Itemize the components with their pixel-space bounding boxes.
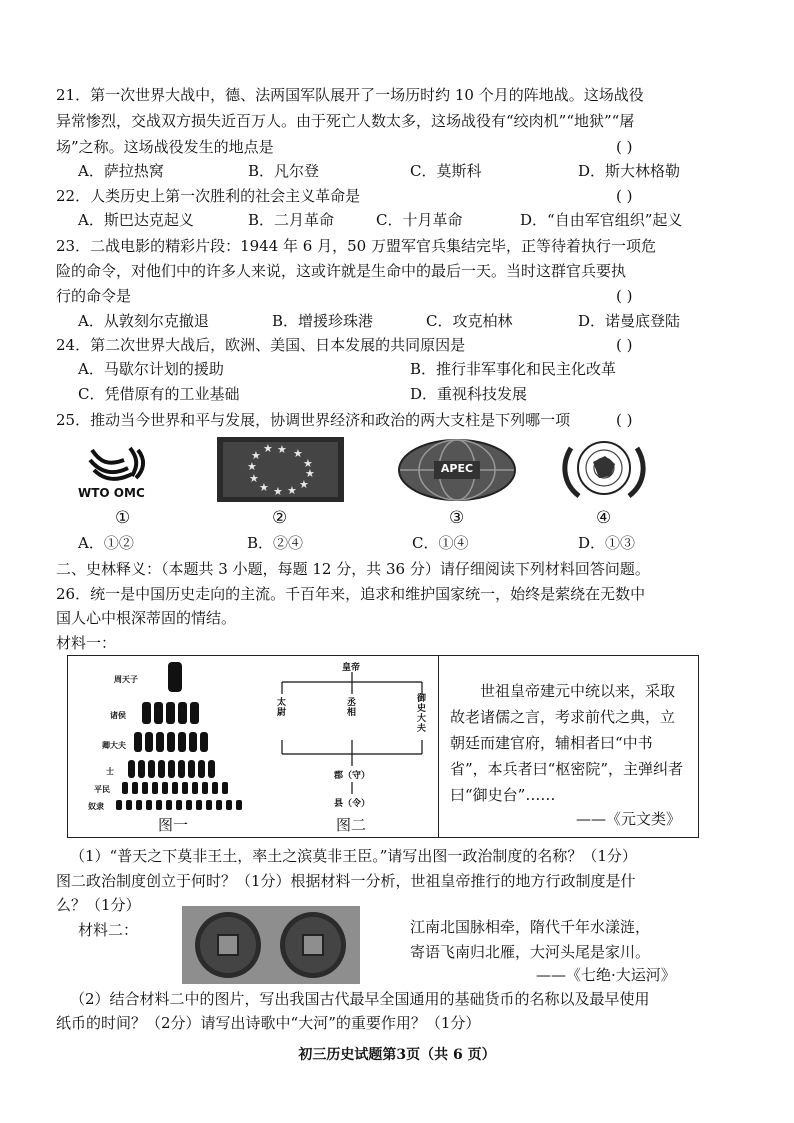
org-chart-lines bbox=[268, 658, 436, 816]
eu-stars-icon bbox=[217, 437, 344, 502]
svg-text:★: ★ bbox=[251, 449, 261, 462]
q24-option-b: B．推行非军事化和民主化改革 bbox=[410, 360, 617, 378]
q25-option-b: B．②④ bbox=[247, 534, 304, 552]
eu-flag bbox=[217, 437, 344, 502]
section2-desc: （本题共 3 小题，每题 12 分，共 36 分）请仔细阅读下列材料回答问题。 bbox=[161, 560, 650, 578]
poem-line1: 江南北国脉相牵，隋代千年水漾涟， bbox=[410, 918, 651, 936]
svg-text:★: ★ bbox=[299, 478, 309, 491]
q21-line3: 场”之称。这场战役发生的地点是 bbox=[56, 138, 274, 156]
q25-answer-paren: ( ) bbox=[616, 411, 633, 429]
section2-heading bbox=[56, 558, 650, 580]
pyramid-label-shi: 士 bbox=[106, 767, 114, 776]
org-label-xian: 县（令） bbox=[334, 799, 371, 809]
q26-sub2-line2: 纸币的时间？（2分）请写出诗歌中“大河”的重要作用？（1分） bbox=[56, 1014, 481, 1032]
org-label-censor: 御史大夫 bbox=[417, 694, 427, 734]
un-logo bbox=[553, 434, 656, 504]
q23-option-a: A．从敦刻尔克撤退 bbox=[78, 312, 209, 330]
q26-line1: 26．统一是中国历史走向的主流。千百年来，追求和维护国家统一，始终是萦绕在无数中 bbox=[56, 585, 646, 603]
apec-logo bbox=[396, 437, 518, 503]
q26-line2: 国人心中根深蒂固的情结。 bbox=[56, 609, 237, 627]
qin-system-chart bbox=[268, 658, 436, 816]
q22-option-d: D．“自由军官组织”起义 bbox=[520, 211, 683, 229]
q26-sub2-line1: （2）结合材料二中的图片，写出我国古代最早全国通用的基础货币的名称以及最早使用 bbox=[70, 990, 650, 1008]
poem-source: ——《七绝·大运河》 bbox=[536, 966, 676, 984]
q25-option-c: C．①④ bbox=[412, 534, 469, 552]
quote-line-5: 曰“御史台”…… bbox=[450, 786, 556, 804]
q25-label-3: ③ bbox=[449, 508, 465, 528]
apec-logo-text: APEC bbox=[440, 462, 474, 475]
q21-answer-paren: ( ) bbox=[616, 138, 633, 156]
material1-divider bbox=[438, 656, 439, 837]
pyramid-label-lords: 诸侯 bbox=[110, 711, 126, 720]
wto-logo bbox=[78, 438, 168, 504]
pyramid-label-ministers: 卿大夫 bbox=[102, 741, 126, 750]
q24-line1: 24．第二次世界大战后，欧洲、美国、日本发展的共同原因是 bbox=[56, 336, 466, 354]
q21-option-c: C．莫斯科 bbox=[410, 162, 482, 180]
org-label-taiwei: 太尉 bbox=[277, 698, 287, 718]
q25-option-d: D．①③ bbox=[578, 534, 636, 552]
q23-answer-paren: ( ) bbox=[616, 287, 633, 305]
svg-text:★: ★ bbox=[305, 467, 315, 480]
wto-logo-text: WTO OMC bbox=[78, 486, 145, 500]
q21-option-d: D．斯大林格勒 bbox=[578, 162, 681, 180]
q26-sub1-line3: 么？（1分） bbox=[56, 896, 141, 914]
org-label-emperor: 皇帝 bbox=[342, 663, 361, 673]
q22-option-a: A．斯巴达克起义 bbox=[78, 211, 194, 229]
q23-option-b: B．增援珍珠港 bbox=[272, 312, 374, 330]
svg-text:★: ★ bbox=[303, 457, 313, 470]
q23-option-c: C．攻克柏林 bbox=[426, 312, 513, 330]
q24-option-d: D．重视科技发展 bbox=[410, 385, 528, 403]
svg-text:★: ★ bbox=[287, 484, 297, 497]
q21-option-a: A．萨拉热窝 bbox=[78, 162, 164, 180]
pyramid-label-commoners: 平民 bbox=[94, 785, 110, 794]
q26-material2-label: 材料二： bbox=[78, 921, 139, 939]
feudal-pyramid-figure bbox=[72, 658, 262, 816]
q26-sub1-line1: （1）“普天之下莫非王土，率土之滨莫非王臣。”请写出图一政治制度的名称？（1分） bbox=[70, 847, 637, 865]
q25-label-2: ② bbox=[272, 508, 288, 528]
q23-option-d: D．诺曼底登陆 bbox=[578, 312, 681, 330]
org-label-chancellor: 丞相 bbox=[347, 698, 357, 718]
quote-line-2: 故老诸儒之言，考求前代之典，立 bbox=[450, 708, 676, 726]
svg-text:★: ★ bbox=[249, 472, 259, 485]
figure2-caption: 图二 bbox=[336, 816, 367, 834]
figure1-caption: 图一 bbox=[158, 816, 189, 834]
q22-option-b: B．二月革命 bbox=[248, 211, 335, 229]
q25-label-4: ④ bbox=[596, 508, 612, 528]
svg-text:★: ★ bbox=[293, 447, 303, 460]
q21-option-b: B．凡尔登 bbox=[248, 162, 320, 180]
q23-line2: 险的命令，对他们中的许多人来说，这或许就是生命中的最后一天。当时这群官兵要执 bbox=[56, 262, 627, 280]
material1-box bbox=[67, 655, 699, 838]
poem-line2: 寄语飞南归北雁，大河头尾是家川。 bbox=[410, 943, 651, 961]
quote-line-4: 省”，本兵者曰“枢密院”，主弹纠者 bbox=[450, 760, 684, 778]
q25-option-a: A．①② bbox=[78, 534, 134, 552]
quote-line-1: 世祖皇帝建元中统以来，采取 bbox=[480, 682, 676, 700]
org-label-jun: 郡（守） bbox=[334, 771, 371, 781]
q22-option-c: C．十月革命 bbox=[376, 211, 463, 229]
q24-option-a: A．马歇尔计划的援助 bbox=[78, 360, 224, 378]
q22-answer-paren: ( ) bbox=[616, 187, 633, 205]
pyramid-label-king: 周天子 bbox=[114, 675, 138, 684]
q22-line1: 22．人类历史上第一次胜利的社会主义革命是 bbox=[56, 187, 361, 205]
svg-text:★: ★ bbox=[277, 443, 287, 456]
q25-line1: 25．推动当今世界和平与发展，协调世界经济和政治的两大支柱是下列哪一项 bbox=[56, 411, 571, 429]
q26-sub1-line2: 图二政治制度创立于何时？（1分）根据材料一分析，世祖皇帝推行的地方行政制度是什 bbox=[56, 872, 636, 890]
svg-text:★: ★ bbox=[273, 485, 283, 498]
coins-image bbox=[182, 906, 360, 984]
svg-text:★: ★ bbox=[247, 460, 257, 473]
q24-answer-paren: ( ) bbox=[616, 336, 633, 354]
q26-material1-label: 材料一： bbox=[56, 634, 117, 652]
quote-line-3: 朝廷而建官府，辅相者曰“中书 bbox=[450, 734, 653, 752]
un-emblem-icon bbox=[553, 434, 656, 504]
q21-line2: 异常惨烈，交战双方损失近百万人。由于死亡人数太多，这场战役有“绞肉机”“地狱”“屠 bbox=[56, 112, 635, 130]
q24-option-c: C．凭借原有的工业基础 bbox=[78, 385, 240, 403]
q23-line3: 行的命令是 bbox=[56, 287, 132, 305]
q25-label-1: ① bbox=[115, 508, 131, 528]
quote-source: ——《元文类》 bbox=[576, 810, 682, 828]
q23-line1: 23．二战电影的精彩片段：1944 年 6 月，50 万盟军官兵集结完毕，正等待着执行一项危 bbox=[56, 237, 656, 255]
section2-title: 二、史林释义： bbox=[56, 560, 162, 578]
svg-text:★: ★ bbox=[259, 481, 269, 494]
q21-line1: 21．第一次世界大战中，德、法两国军队展开了一场历时约 10 个月的阵地战。这场战役 bbox=[56, 86, 644, 104]
page-footer: 初三历史试题第3页（共 6 页） bbox=[298, 1047, 496, 1063]
pyramid-label-slaves: 奴隶 bbox=[88, 802, 104, 811]
svg-text:★: ★ bbox=[263, 442, 273, 455]
ancient-coins-icon bbox=[182, 906, 360, 984]
